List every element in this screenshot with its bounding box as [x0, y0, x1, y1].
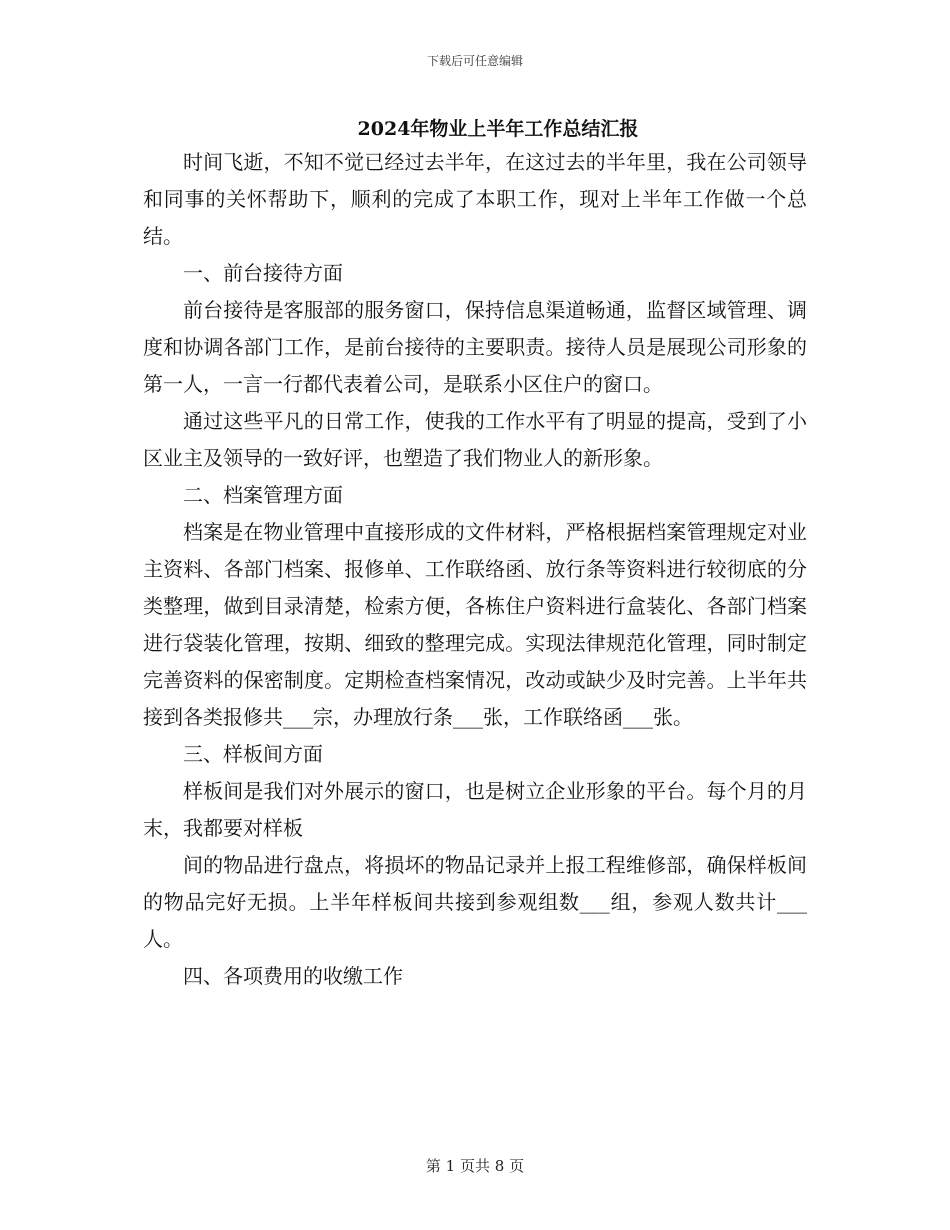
section-heading-reception: 一、前台接待方面	[183, 261, 343, 285]
document-title: 2024年物业上半年工作总结汇报	[357, 118, 639, 140]
section-heading-fees: 四、各项费用的收缴工作	[183, 964, 403, 988]
paragraph-showroom-inventory: 间的物品进行盘点，将损坏的物品记录并上报工程维修部，确保样板间的物品完好无损。上半年样板间共接到参观组数___组，参观人数共计___人。	[143, 853, 807, 951]
page-footer-number: 第 1 页共 8 页	[425, 1157, 525, 1175]
document-body	[143, 144, 807, 995]
paragraph-reception-results: 通过这些平凡的日常工作，使我的工作水平有了明显的提高，受到了小区业主及领导的一致好评，也塑造了我们物业人的新形象。	[143, 409, 807, 470]
paragraph-reception-duties: 前台接待是客服部的服务窗口，保持信息渠道畅通，监督区域管理、调度和协调各部门工作，是前台接待的主要职责。接待人员是展现公司形象的第一人，一言一行都代表着公司，是联系小区住户的窗口。	[143, 298, 807, 396]
paragraph-showroom-intro: 样板间是我们对外展示的窗口，也是树立企业形象的平台。每个月的月末，我都要对样板	[143, 779, 807, 840]
section-heading-showroom: 三、样板间方面	[183, 742, 323, 766]
paragraph-intro: 时间飞逝，不知不觉已经过去半年，在这过去的半年里，我在公司领导和同事的关怀帮助下，顺利的完成了本职工作，现对上半年工作做一个总结。	[143, 150, 807, 248]
section-heading-archives: 二、档案管理方面	[183, 483, 343, 507]
page-header-note: 下载后可任意编辑	[426, 54, 523, 68]
paragraph-archives: 档案是在物业管理中直接形成的文件材料，严格根据档案管理规定对业主资料、各部门档案、报修单、工作联络函、放行条等资料进行较彻底的分类整理，做到目录清楚，检索方便，各栋住户资料进行盒装化、各部门档案进行袋装化管理，按期、细致的整理完成。实现法律规范化管理，同时制定完善资料的保密制度。定期检查档案情况，改动或缺少及时完善。上半年共接到各类报修共___宗，办理放行条___张，工作联络函___张。	[143, 520, 807, 729]
